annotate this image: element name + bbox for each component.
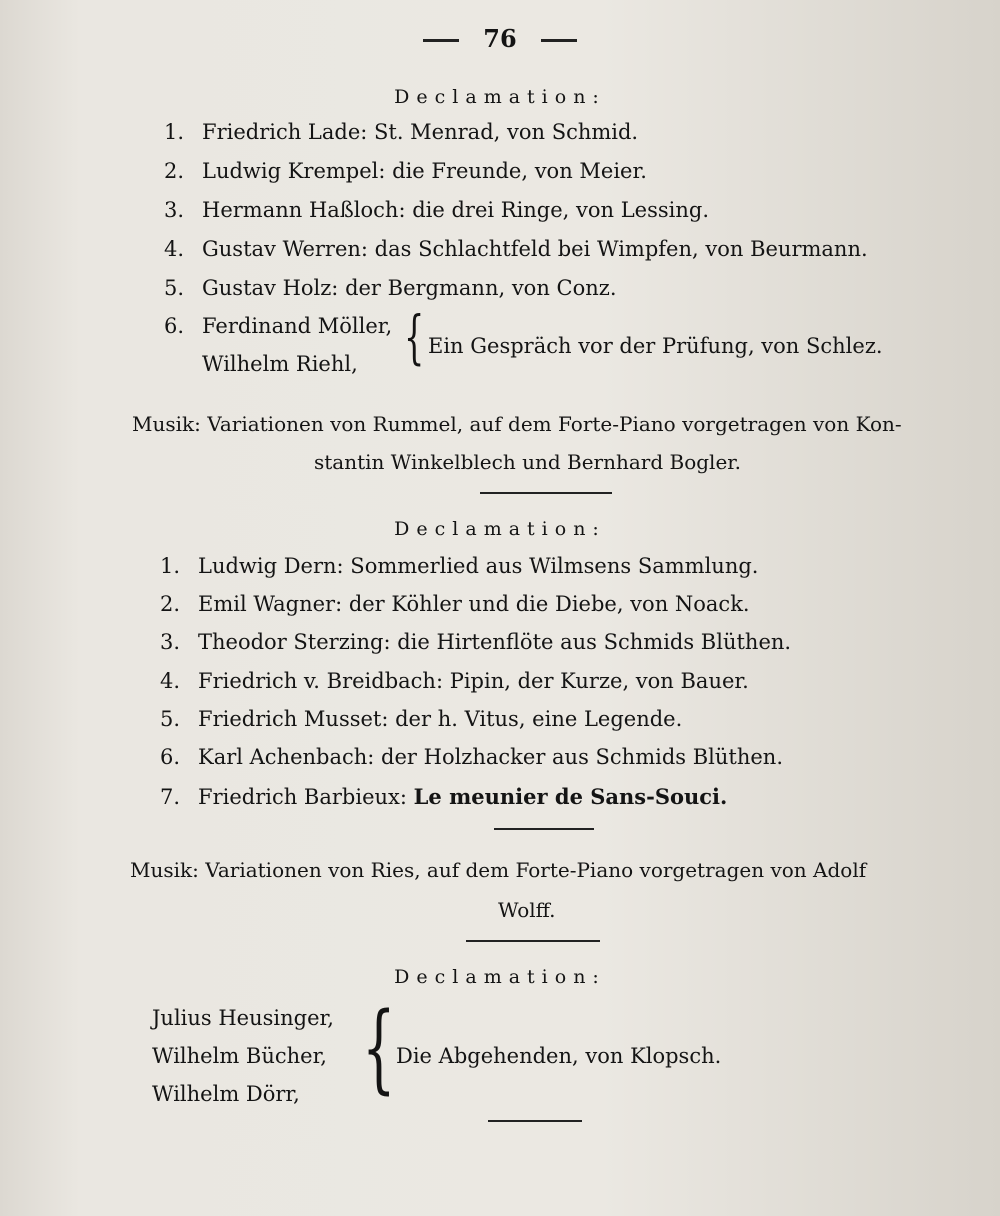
item-text: Gustav Werren: das Schlachtfeld bei Wimpfen, von Beurmann.: [202, 237, 868, 261]
section1-heading: Declamation:: [394, 86, 606, 108]
list-item: [160, 630, 791, 654]
item-text: Theodor Sterzing: die Hirtenflöte aus Schmids Blüthen.: [198, 630, 792, 654]
item-name: Wilhelm Bücher,: [152, 1044, 327, 1068]
list-item: [164, 237, 868, 261]
item-number: 2.: [164, 159, 185, 183]
item-number: 1.: [164, 120, 185, 144]
item-text: Karl Achenbach: der Holzhacker aus Schmids Blüthen.: [198, 745, 783, 769]
item-number: 5.: [160, 707, 181, 731]
list-item: [164, 159, 647, 183]
item-text: Friedrich Lade: St. Menrad, von Schmid.: [202, 120, 639, 144]
page-header: [0, 24, 1000, 53]
item-number: 1.: [160, 554, 181, 578]
item-number: 4.: [160, 669, 181, 693]
item-name: Ferdinand Möller,: [202, 314, 393, 338]
list-item: [160, 592, 750, 616]
header-dash-left: [423, 39, 459, 42]
item-number: 6.: [160, 745, 181, 769]
item-text: Ludwig Dern: Sommerlied aus Wilmsens Sammlung.: [198, 554, 759, 578]
list-item: [160, 554, 758, 578]
item-name: Julius Heusinger,: [152, 1006, 334, 1030]
separator-line: [480, 492, 612, 494]
list-item-names: [164, 314, 392, 338]
item-name: Wilhelm Dörr,: [152, 1082, 300, 1106]
section3-heading: Declamation:: [394, 966, 606, 988]
item-number: 2.: [160, 592, 181, 616]
brace-icon: {: [362, 992, 396, 1104]
music-line: Musik: Variationen von Rummel, auf dem Forte-Piano vorgetragen von Kon-: [132, 412, 902, 436]
list-item: [164, 120, 638, 144]
separator-line: [488, 1120, 582, 1122]
item-text: Friedrich v. Breidbach: Pipin, der Kurze, von Bauer.: [198, 669, 749, 693]
list-item: [164, 198, 709, 222]
item-number: 4.: [164, 237, 185, 261]
item-text: Gustav Holz: der Bergmann, von Conz.: [202, 276, 617, 300]
item-name: Wilhelm Riehl,: [202, 352, 358, 376]
music-line: Musik: Variationen von Ries, auf dem Forte-Piano vorgetragen von Adolf: [130, 858, 867, 882]
separator-line: [494, 828, 594, 830]
item-text: Friedrich Musset: der h. Vitus, eine Legende.: [198, 707, 683, 731]
item-number: 3.: [160, 630, 181, 654]
music-line: Wolff.: [498, 898, 556, 922]
item-number: 3.: [164, 198, 185, 222]
list-item: [160, 784, 727, 809]
list-item: [164, 276, 617, 300]
item-text: Hermann Haßloch: die drei Ringe, von Lessing.: [202, 198, 710, 222]
separator-line: [466, 940, 600, 942]
section2-heading: Declamation:: [394, 518, 606, 540]
list-item: [160, 669, 749, 693]
item-number: 7.: [160, 785, 181, 809]
page-number: 76: [483, 24, 517, 53]
brace-icon: {: [404, 303, 425, 371]
item-text: Le meunier de Sans-Souci.: [413, 784, 728, 809]
item-number: 5.: [164, 276, 185, 300]
item-text: Die Abgehenden, von Klopsch.: [396, 1044, 722, 1068]
item-name: Friedrich Barbieux:: [198, 785, 407, 809]
header-dash-right: [541, 39, 577, 42]
item-text: Ludwig Krempel: die Freunde, von Meier.: [202, 159, 647, 183]
music-line: stantin Winkelblech und Bernhard Bogler.: [314, 450, 742, 474]
list-item: [160, 707, 682, 731]
item-text: Emil Wagner: der Köhler und die Diebe, von Noack.: [198, 592, 750, 616]
item-number: 6.: [164, 314, 185, 338]
list-item: [160, 745, 783, 769]
item-text: Ein Gespräch vor der Prüfung, von Schlez.: [428, 334, 883, 358]
